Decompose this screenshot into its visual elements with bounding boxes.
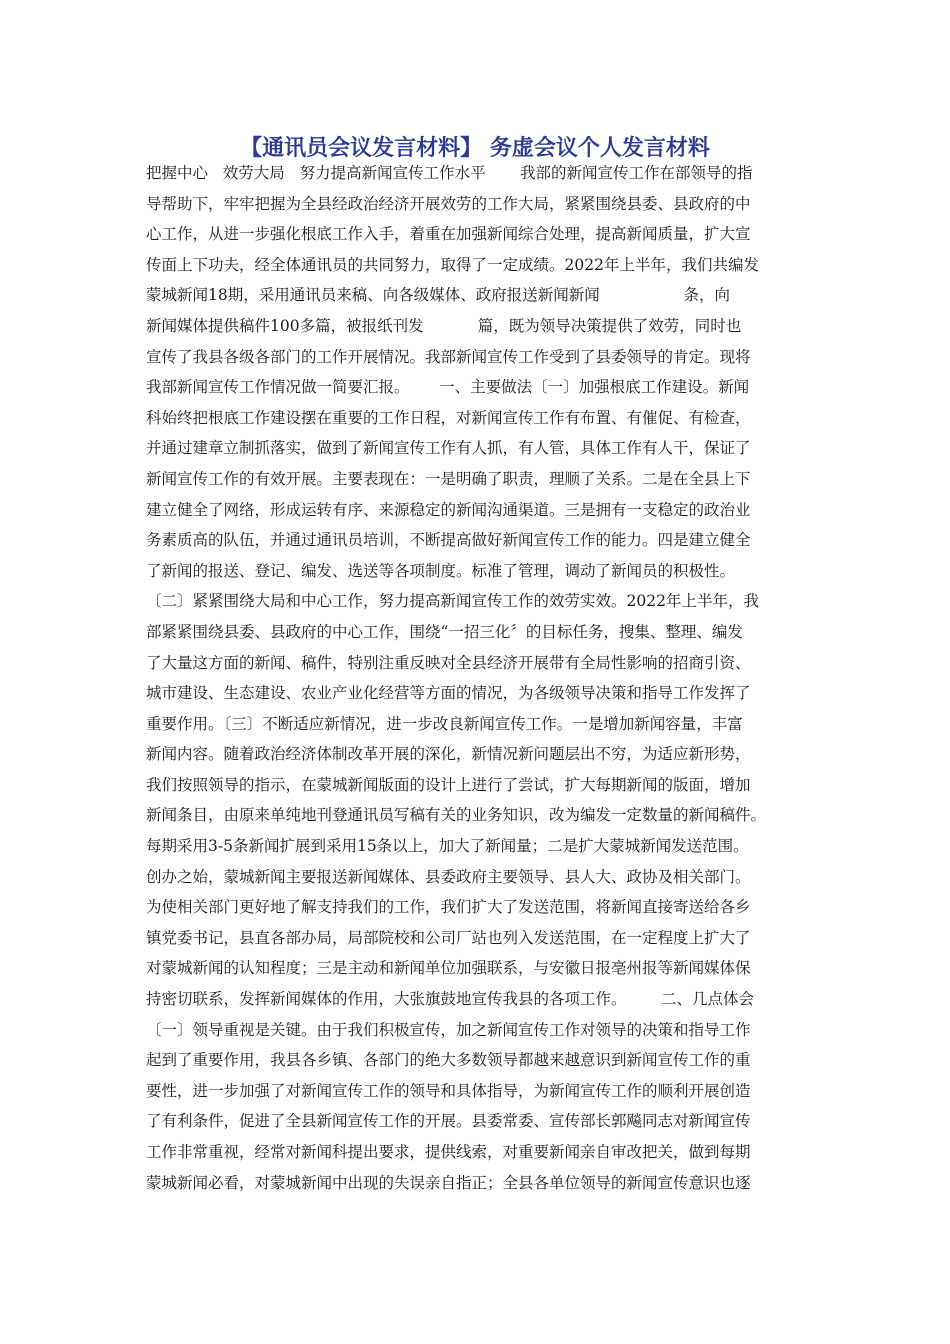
body-line: 心工作，从进一步强化根底工作入手，着重在加强新闻综合处理，提高新闻质量，扩大宣	[146, 225, 751, 244]
body-line: 了新闻的报送、登记、编发、选送等各项制度。标准了管理，调动了新闻员的积极性。	[146, 561, 736, 580]
document-title: 【通讯员会议发言材料】 务虚会议个人发言材料	[240, 136, 710, 161]
body-line: 城市建设、生态建设、农业产业化经营等方面的情况，为各级领导决策和指导工作发挥了	[146, 684, 751, 703]
body-line: 新闻内容。随着政治经济体制改革开展的深化，新情况新问题层出不穷，为适应新形势，	[146, 745, 751, 764]
body-line: 科始终把根底工作建设摆在重要的工作日程，对新闻宣传工作有布置、有催促、有检查，	[146, 408, 751, 427]
body-line: 建立健全了网络，形成运转有序、来源稳定的新闻沟通渠道。三是拥有一支稳定的政治业	[146, 500, 751, 519]
body-line: 并通过建章立制抓落实，做到了新闻宣传工作有人抓，有人管，具体工作有人干，保证了	[146, 439, 751, 458]
body-line: 每期采用3-5条新闻扩展到采用15条以上，加大了新闻量；二是扩大蒙城新闻发送范围。	[146, 837, 749, 856]
body-line: 了有利条件，促进了全县新闻宣传工作的开展。县委常委、宣传部长郭飚同志对新闻宣传	[146, 1112, 751, 1131]
body-line: 了大量这方面的新闻、稿件，特别注重反映对全县经济开展带有全局性影响的招商引资、	[146, 653, 751, 672]
body-line: 要性，进一步加强了对新闻宣传工作的领导和具体指导，为新闻宣传工作的顺利开展创造	[146, 1081, 751, 1100]
body-line: 部紧紧围绕县委、县政府的中心工作，围绕“一招三化〞的目标任务，搜集、整理、编发	[146, 622, 743, 641]
body-line: 蒙城新闻必看，对蒙城新闻中出现的失误亲自指正；全县各单位领导的新闻宣传意识也逐	[146, 1173, 751, 1192]
body-line: 〔一〕领导重视是关键。由于我们积极宣传，加之新闻宣传工作对领导的决策和指导工作	[146, 1020, 751, 1039]
body-line: 新闻条目，由原来单纯地刊登通讯员写稿有关的业务知识，改为编发一定数量的新闻稿件。	[146, 806, 767, 825]
body-line: 把握中心 效劳大局 努力提高新闻宣传工作水平 我部的新闻宣传工作在部领导的指	[146, 164, 753, 182]
body-line: 蒙城新闻18期，采用通讯员来稿、向各级媒体、政府报送新闻新闻 条，向	[146, 286, 730, 305]
body-line: 我们按照领导的指示，在蒙城新闻版面的设计上进行了尝试，扩大每期新闻的版面，增加	[146, 775, 751, 794]
body-line: 工作非常重视，经常对新闻科提出要求，提供线索，对重要新闻亲自审改把关，做到每期	[146, 1143, 751, 1161]
body-line: 镇党委书记，县直各部办局，局部院校和公司厂站也列入发送范围，在一定程度上扩大了	[146, 928, 751, 947]
body-line: 持密切联系，发挥新闻媒体的作用，大张旗鼓地宣传我县的各项工作。 二、几点体会	[146, 990, 754, 1009]
body-line: 创办之始，蒙城新闻主要报送新闻媒体、县委政府主要领导、县人大、政协及相关部门。	[146, 867, 751, 886]
body-line: 传面上下功夫，经全体通讯员的共同努力，取得了一定成绩。2022年上半年，我们共编发	[146, 255, 759, 274]
body-line: 新闻宣传工作的有效开展。主要表现在：一是明确了职责，理顺了关系。二是在全县上下	[146, 469, 751, 488]
body-line: 务素质高的队伍，并通过通讯员培训，不断提高做好新闻宣传工作的能力。四是建立健全	[146, 531, 751, 550]
body-line: 起到了重要作用，我县各乡镇、各部门的绝大多数领导都越来越意识到新闻宣传工作的重	[146, 1051, 751, 1070]
document-body	[146, 158, 806, 1198]
body-line: 导帮助下，牢牢把握为全县经政治经济开展效劳的工作大局，紧紧围绕县委、县政府的中	[146, 194, 751, 213]
body-line: 我部新闻宣传工作情况做一简要汇报。 一、主要做法〔一〕加强根底工作建设。新闻	[146, 378, 750, 397]
body-line: 新闻媒体提供稿件100多篇，被报纸刊发 篇，既为领导决策提供了效劳，同时也	[146, 316, 742, 335]
body-line: 宣传了我县各级各部门的工作开展情况。我部新闻宣传工作受到了县委领导的肯定。现将	[146, 347, 751, 366]
body-line: 对蒙城新闻的认知程度；三是主动和新闻单位加强联系，与安徽日报亳州报等新闻媒体保	[146, 959, 751, 978]
body-line: 重要作用。〔三〕不断适应新情况，进一步改良新闻宣传工作。一是增加新闻容量，丰富	[146, 714, 743, 733]
body-line: 〔二〕紧紧围绕大局和中心工作，努力提高新闻宣传工作的效劳实效。2022年上半年，我	[146, 592, 759, 611]
body-line: 为使相关部门更好地了解支持我们的工作，我们扩大了发送范围，将新闻直接寄送给各乡	[146, 898, 751, 917]
